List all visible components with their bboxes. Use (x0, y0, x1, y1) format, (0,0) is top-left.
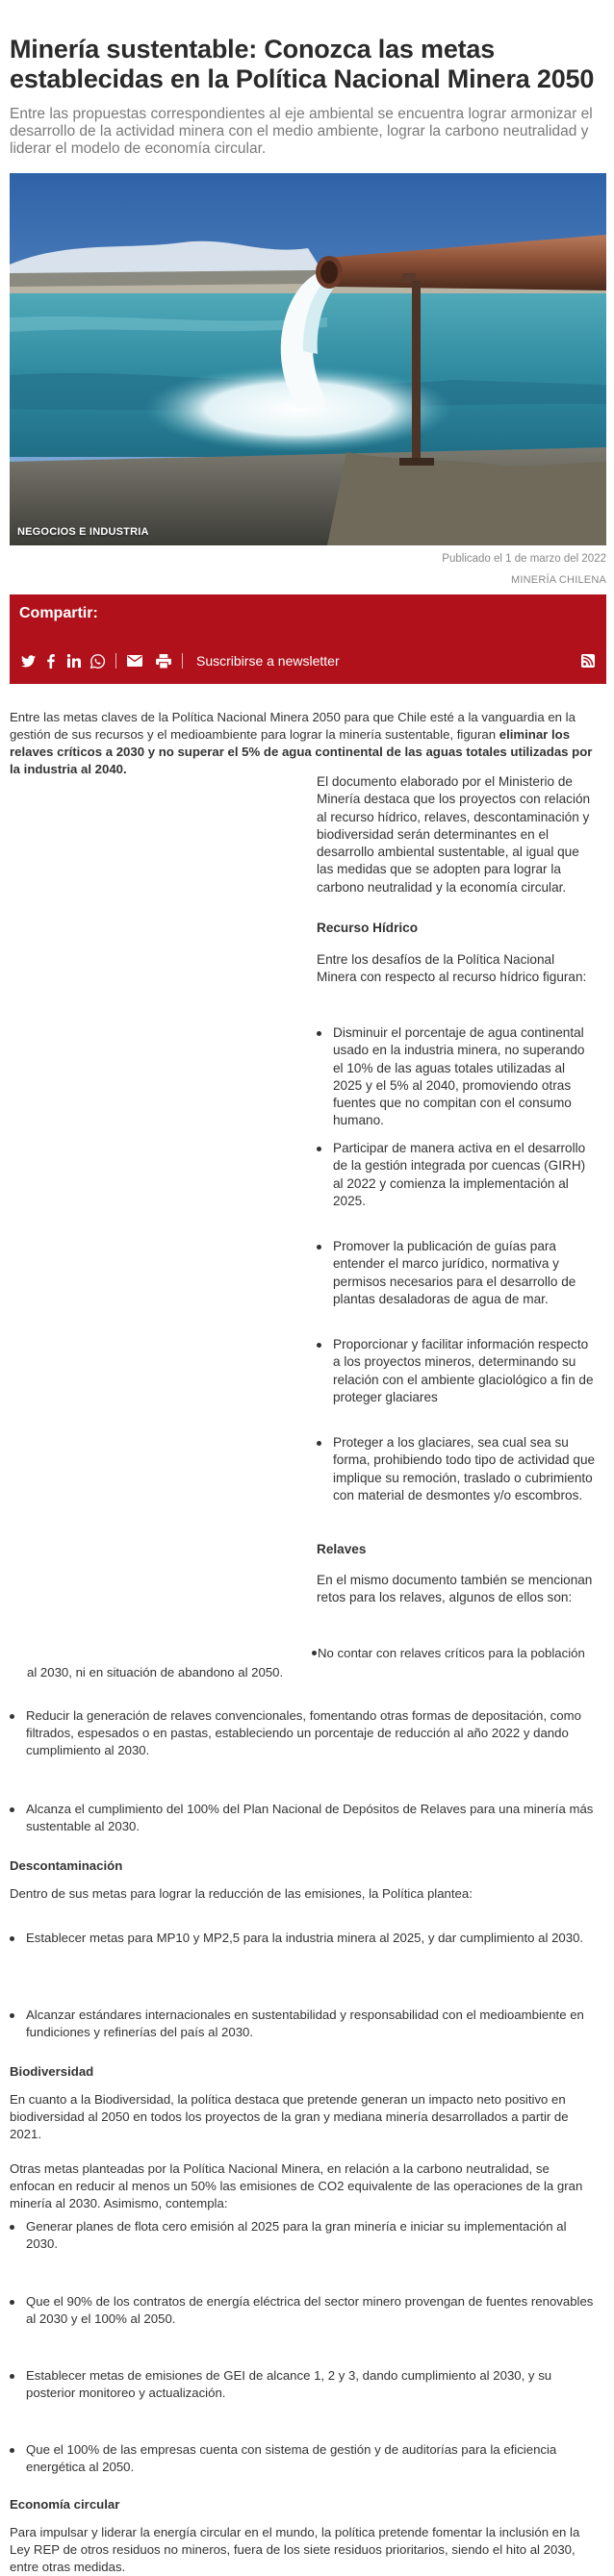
print-icon[interactable] (155, 652, 172, 669)
biodiversity-paragraph-1: En cuanto a la Biodiversidad, la política destaca que pretende generan un impacto neto positivo en biodiversidad al 2050 en todos los proyectos de la gran y mediana minería desarrollados a partir de 2021. (10, 2092, 569, 2141)
water-intro-block (317, 951, 597, 987)
list-item (27, 1644, 597, 1682)
rss-icon[interactable] (579, 652, 597, 669)
list-item: Que el 100% de las empresas cuenta con sistema de gestión y de auditorías para la eficiencia energética al 2050. (10, 2441, 597, 2476)
whatsapp-icon[interactable] (89, 652, 106, 669)
source-label: MINERÍA CHILENA (511, 574, 606, 586)
biodiversity-list-1 (10, 2218, 597, 2253)
tailings-item-1 (27, 1644, 597, 1682)
water-section (317, 921, 597, 935)
list-item: Generar planes de flota cero emisión al 2025 para la gran minería e iniciar su implementación al 2030. (10, 2218, 597, 2253)
tailings-heading: Relaves (317, 1542, 367, 1556)
circular-section (10, 2497, 597, 2576)
water-intro: Entre los desafíos de la Política Nacional Minera con respecto al recurso hídrico figuran: (317, 952, 587, 985)
doc-column (317, 773, 597, 897)
pipe-water-photo (10, 173, 606, 545)
article (10, 0, 606, 778)
intro-text: Entre las metas claves de la Política Nacional Minera 2050 para que Chile esté a la vanguardia en la gestión de sus recursos y el medioambiente para lograr la minería sustentable, figuran (10, 710, 576, 742)
biodiversity-paragraph-2: Otras metas planteadas por la Política Nacional Minera, en relación a la carbono neutralidad, se enfocan en reducir al menos un 50% las emisiones de CO2 equivalente de las operaciones de la gran minería al 2030. Asimismo, contempla: (10, 2161, 583, 2210)
share-divider-2 (182, 653, 183, 669)
publish-date: Publicado el 1 de marzo del 2022 (442, 553, 606, 565)
list-item: Reducir la generación de relaves convencionales, fomentando otras formas de depositación, como filtrados, espesados o en pastas, estableciendo un porcentaje de reducción al año 2022 y dando cumplimiento al 2030. (10, 1707, 597, 1759)
list-item: Alcanza el cumplimiento del 100% del Plan Nacional de Depósitos de Relaves para una minería más sustentable al 2030. (10, 1801, 597, 1835)
biodiversity-heading: Biodiversidad (10, 2064, 94, 2079)
water-list-2 (317, 1140, 597, 1210)
water-list-1 (317, 1024, 597, 1130)
biodiversity-section (10, 2064, 597, 2212)
water-heading: Recurso Hídrico (317, 921, 418, 935)
category-tag[interactable]: NEGOCIOS E INDUSTRIA (17, 526, 149, 538)
tailings-intro: En el mismo documento también se mencionan retos para los relaves, algunos de ellos son: (317, 1573, 593, 1605)
biodiversity-list-4 (10, 2441, 597, 2476)
water-list-4 (317, 1336, 597, 1406)
list-item: Que el 90% de los contratos de energía eléctrica del sector minero provengan de fuentes renovables al 2030 y el 100% al 2050. (10, 2293, 597, 2328)
decontamination-list-2 (10, 2007, 597, 2041)
bullet-dot (312, 1651, 317, 1655)
tailings-list-rest (10, 1707, 597, 1759)
email-icon[interactable] (126, 652, 143, 669)
newsletter-link[interactable]: Suscribirse a newsletter (196, 653, 340, 669)
list-item: Promover la publicación de guías para entender el marco jurídico, normativa y permisos necesarios para el desarrollo de plantas desaladoras de agua de mar. (317, 1238, 597, 1308)
list-item: Disminuir el porcentaje de agua continental usado en la industria minera, no superando el 10% de las aguas totales utilizadas al 2025 y el 5% al 2040, promoviendo otras fuentes que no compitan con el consumo humano. (317, 1024, 597, 1130)
biodiversity-list-3 (10, 2367, 597, 2402)
list-item: Proteger a los glaciares, sea cual sea su forma, prohibiendo todo tipo de actividad que implique su remoción, traslado o cubrimiento con material de desmontes y/o escombros. (317, 1434, 597, 1504)
share-box (10, 594, 606, 684)
decontamination-heading: Descontaminación (10, 1858, 123, 1873)
doc-paragraph: El documento elaborado por el Ministerio de Minería destaca que los proyectos con relación al recurso hídrico, relaves, descontaminación y biodiversidad serán determinantes en el desarrollo ambiental sustentable, al igual que las medidas que se adopten para lograr la carbono neutralidad y la economía circular. (317, 774, 591, 895)
list-item: Establecer metas de emisiones de GEI de alcance 1, 2 y 3, dando cumplimiento al 2030, y su posterior monitoreo y actualización. (10, 2367, 597, 2402)
tailings-list-rest-2 (10, 1801, 597, 1835)
linkedin-icon[interactable] (65, 652, 83, 669)
list-item: Establecer metas para MP10 y MP2,5 para la industria minera al 2025, y dar cumplimiento al 2030. (10, 1930, 597, 1947)
facebook-icon[interactable] (42, 652, 60, 669)
article-title: Minería sustentable: Conozca las metas establecidas en la Política Nacional Minera 2050 (10, 35, 595, 93)
share-divider (115, 653, 116, 669)
biodiversity-list-2 (10, 2293, 597, 2328)
list-item-text: No contar con relaves críticos para la población al 2030, ni en situación de abandono al 2050. (27, 1646, 585, 1679)
decontamination-list-1 (10, 1930, 597, 1947)
water-list-5 (317, 1434, 597, 1504)
tailings-section (317, 1542, 597, 1556)
share-bar (19, 651, 597, 670)
list-item: Participar de manera activa en el desarrollo de la gestión integrada por cuencas (GIRH) al 2022 y comienza la implementación al 2025. (317, 1140, 597, 1210)
hero-image[interactable] (10, 173, 606, 545)
tailings-intro-block (317, 1572, 597, 1607)
article-subtitle: Entre las propuestas correspondientes al eje ambiental se encuentra lograr armonizar el desarrollo de la actividad minera con el medio ambiente, lograr la carbono neutralidad y liderar el modelo de economía circular. (10, 106, 593, 157)
list-item: Alcanzar estándares internacionales en sustentabilidad y responsabilidad con el medioambiente en fundiciones y refinerías del país al 2030. (10, 2007, 597, 2041)
intro-bold-text: eliminar los relaves críticos a 2030 y no superar el 5% de agua continental de las aguas totales utilizadas por la industria al 2040. (10, 727, 593, 776)
list-item: Proporcionar y facilitar información respecto a los proyectos mineros, determinando su relación con el ambiente glaciológico a fin de proteger glaciares (317, 1336, 597, 1406)
circular-heading: Economía circular (10, 2497, 120, 2512)
decontamination-intro: Dentro de sus metas para lograr la reducción de las emisiones, la Política plantea: (10, 1886, 473, 1901)
water-list-3 (317, 1238, 597, 1308)
intro-paragraph (10, 709, 606, 778)
decontamination-section (10, 1858, 597, 1903)
circular-paragraph: Para impulsar y liderar la energía circular en el mundo, la política pretende fomentar la inclusión en la Ley REP de otros residuos no mineros, fuera de los siete residuos prioritarios, siendo el hito al 2030, entre otras medidas. (10, 2525, 580, 2574)
share-title: Compartir: (19, 605, 98, 621)
twitter-icon[interactable] (19, 652, 37, 669)
